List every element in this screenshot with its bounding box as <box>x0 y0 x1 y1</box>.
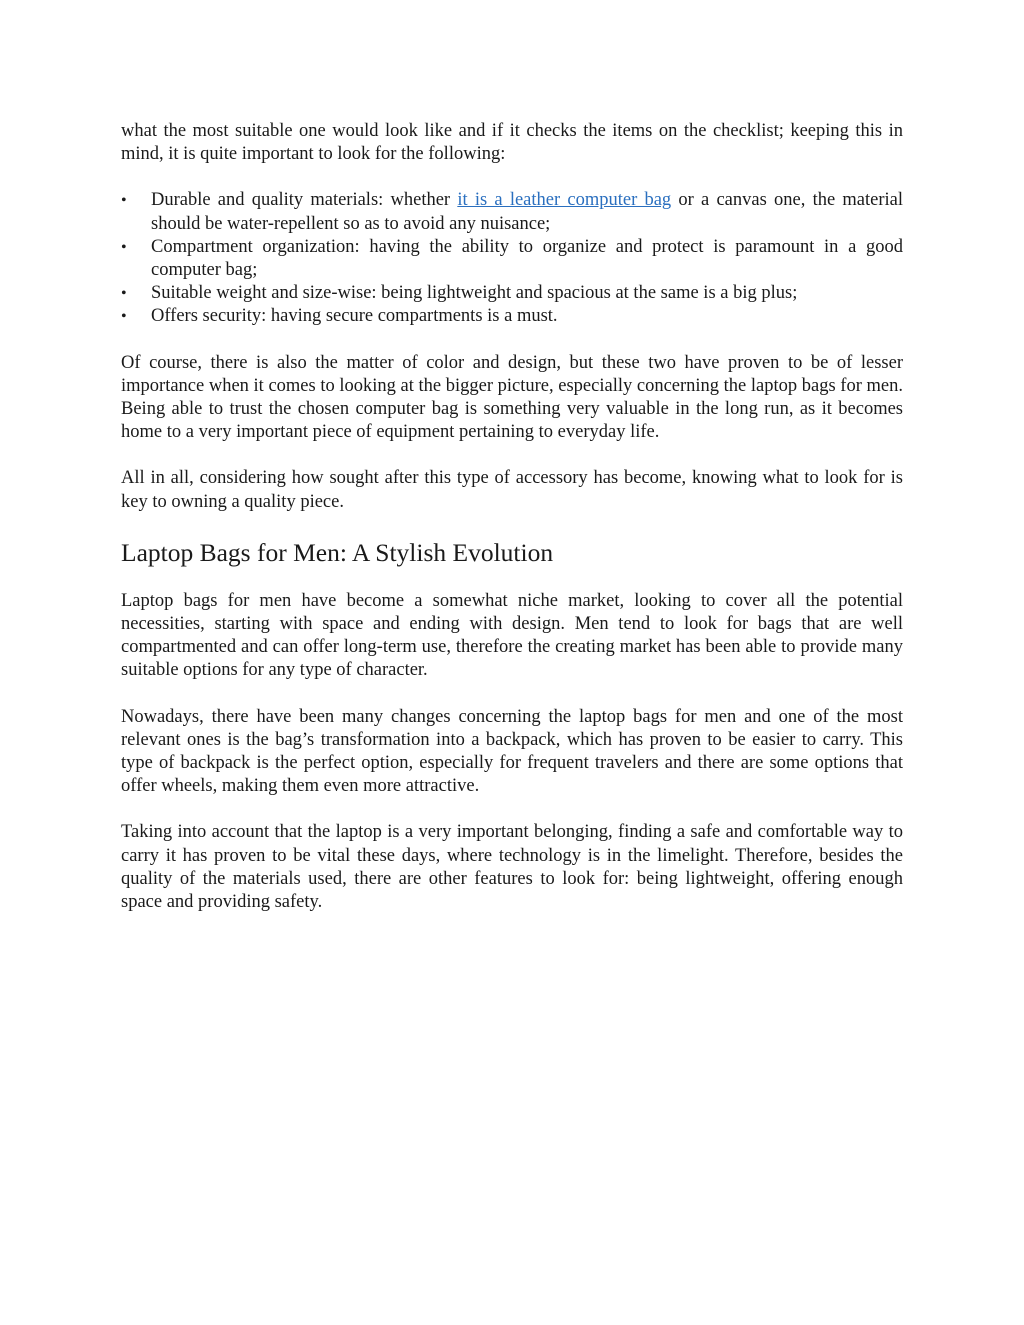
color-design-paragraph: Of course, there is also the matter of color and design, but these two have proven to be of lesser importance when it comes to looking at the bigger picture, especially concerning the laptop bags for men. Being able to trust the chosen computer bag is something very valuable in the long run, as it becomes home to a very important piece of equipment pertaining to everyday life. <box>121 352 903 443</box>
summary-paragraph: All in all, considering how sought after this type of accessory has become, knowing what to look for is key to owning a quality piece. <box>121 468 903 512</box>
list-item <box>121 189 903 235</box>
list-item <box>121 282 903 305</box>
list-item-text: Offers security: having secure compartments is a must. <box>151 306 558 327</box>
bullet-icon: • <box>121 308 127 326</box>
section-heading: Laptop Bags for Men: A Stylish Evolution <box>121 537 554 567</box>
intro-paragraph: what the most suitable one would look like and if it checks the items on the checklist; keeping this in mind, it is quite important to look for the following: <box>121 121 903 165</box>
checklist <box>121 189 903 328</box>
list-item-text: Suitable weight and size-wise: being lightweight and spacious at the same is a big plus; <box>151 283 798 304</box>
list-item-text-before: Durable and quality materials: whether <box>151 190 458 211</box>
laptop-safety-paragraph: Taking into account that the laptop is a very important belonging, finding a safe and comfortable way to carry it has proven to be vital these days, where technology is in the limelight. Therefore, besides the quality of the materials used, there are other features to look for: being lightweight, offering enough space and providing safety. <box>121 822 903 913</box>
list-item <box>121 236 903 282</box>
backpack-paragraph: Nowadays, there have been many changes concerning the laptop bags for men and one of the most relevant ones is the bag’s transformation into a backpack, which has proven to be easier to carry. This type of backpack is the perfect option, especially for frequent travelers and there are some options that offer wheels, making them even more attractive. <box>121 706 903 797</box>
bullet-icon: • <box>121 192 127 210</box>
leather-computer-bag-link[interactable]: it is a leather computer bag <box>457 190 672 211</box>
bullet-icon: • <box>121 238 127 256</box>
list-item <box>121 305 903 328</box>
bullet-icon: • <box>121 285 127 303</box>
document-page <box>121 120 903 914</box>
list-item-text: Compartment organization: having the ability to organize and protect is paramount in a good computer bag; <box>151 236 903 281</box>
list-item-text-after: or a canvas one, the material should be water-repellent so as to avoid any nuisance; <box>151 190 904 234</box>
niche-market-paragraph: Laptop bags for men have become a somewhat niche market, looking to cover all the potential necessities, starting with space and ending with design. Men tend to look for bags that are well compartmented and can offer long-term use, therefore the creating market has been able to provide many suitable options for any type of character. <box>121 590 903 681</box>
